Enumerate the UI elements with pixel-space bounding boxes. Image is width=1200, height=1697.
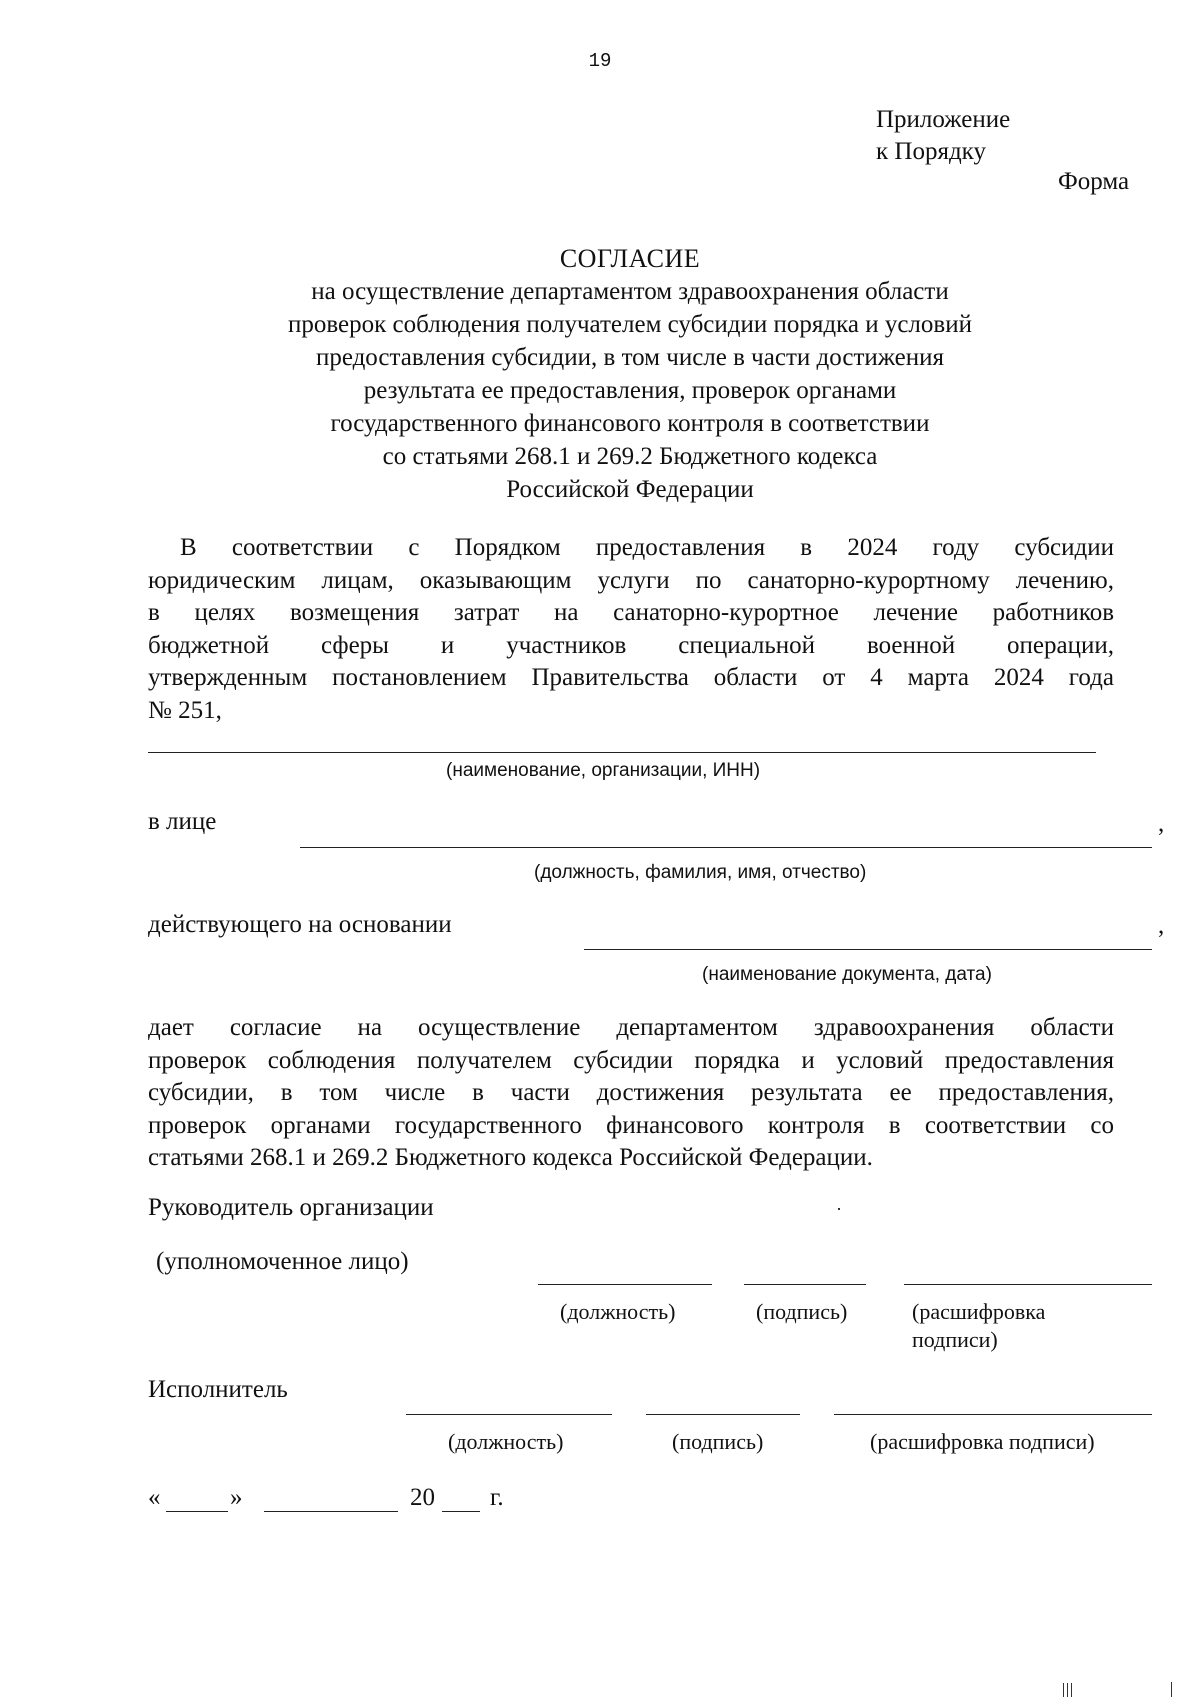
exec-signature-caption: (подпись) bbox=[672, 1429, 764, 1454]
basis-label: действующего на основании bbox=[148, 911, 452, 938]
title-line: Российской Федерации bbox=[506, 476, 754, 503]
date-day-line[interactable] bbox=[166, 1511, 228, 1512]
intro-paragraph bbox=[148, 532, 1114, 727]
head-label: Руководитель организации bbox=[148, 1194, 434, 1221]
title-line: на осуществление департаментом здравоохранения области bbox=[311, 278, 949, 305]
scan-dot bbox=[838, 1208, 840, 1210]
page-number: 19 bbox=[588, 50, 612, 72]
scan-mark bbox=[1063, 1683, 1064, 1697]
basis-line[interactable] bbox=[584, 949, 1152, 950]
title-heading: СОГЛАСИЕ bbox=[559, 244, 701, 273]
basis-caption: (наименование документа, дата) bbox=[702, 964, 992, 985]
paragraph-line: дает согласие на осуществление департаментом здравоохранения области bbox=[148, 1014, 1114, 1041]
paragraph-line: бюджетной сферы и участников специальной военной операции, bbox=[148, 631, 1114, 659]
org-name-line[interactable] bbox=[148, 752, 1096, 753]
head-sublabel: (уполномоченное лицо) bbox=[156, 1248, 409, 1275]
paragraph-line: проверок органами государственного финансового контроля в соответствии со bbox=[148, 1111, 1114, 1139]
paragraph-line: № 251, bbox=[148, 696, 222, 724]
exec-position-line[interactable] bbox=[406, 1414, 612, 1415]
exec-position-caption: (должность) bbox=[448, 1429, 564, 1454]
person-label: в лице bbox=[148, 808, 217, 835]
scan-mark bbox=[1071, 1683, 1072, 1697]
exec-decode-caption: (расшифровка подписи) bbox=[870, 1429, 1095, 1454]
appendix-header bbox=[876, 104, 1010, 168]
date-month-line[interactable] bbox=[264, 1511, 398, 1512]
scan-mark bbox=[1171, 1682, 1172, 1697]
date-open-quote: « bbox=[148, 1484, 161, 1511]
head-position-caption: (должность) bbox=[560, 1299, 676, 1324]
date-close-quote: » bbox=[230, 1484, 243, 1511]
paragraph-line: В соответствии с Порядком предоставления в 2024 году субсидии bbox=[180, 534, 1114, 561]
title-line: проверок соблюдения получателем субсидии порядка и условий bbox=[288, 311, 972, 338]
exec-decode-line[interactable] bbox=[834, 1414, 1152, 1415]
title-line: со статьями 268.1 и 269.2 Бюджетного кодекса bbox=[382, 443, 878, 470]
appendix-line-2: к Порядку bbox=[876, 138, 986, 165]
paragraph-line: статьями 268.1 и 269.2 Бюджетного кодекса Российской Федерации. bbox=[148, 1144, 873, 1171]
head-signature-caption: (подпись) bbox=[756, 1299, 848, 1324]
paragraph-line: юридическим лицам, оказывающим услуги по санаторно-курортному лечению, bbox=[148, 566, 1114, 594]
paragraph-line: в целях возмещения затрат на санаторно-курортное лечение работников bbox=[148, 599, 1114, 626]
consent-paragraph bbox=[148, 1012, 1114, 1175]
document-title bbox=[150, 242, 1110, 506]
appendix-line-1: Приложение bbox=[876, 106, 1011, 133]
exec-signature-line[interactable] bbox=[646, 1414, 800, 1415]
comma: , bbox=[1158, 912, 1165, 939]
date-year-suffix: г. bbox=[490, 1484, 504, 1511]
head-position-line[interactable] bbox=[538, 1284, 712, 1285]
person-caption: (должность, фамилия, имя, отчество) bbox=[534, 862, 867, 883]
title-line: государственного финансового контроля в соответствии bbox=[330, 410, 930, 437]
date-year-line[interactable] bbox=[442, 1511, 480, 1512]
executor-label: Исполнитель bbox=[148, 1376, 288, 1403]
head-decode-caption: подписи) bbox=[912, 1327, 998, 1352]
paragraph-line: проверок соблюдения получателем субсидии порядка и условий предоставления bbox=[148, 1046, 1114, 1074]
head-decode-line[interactable] bbox=[904, 1284, 1152, 1285]
comma: , bbox=[1158, 810, 1165, 837]
person-line[interactable] bbox=[300, 847, 1152, 848]
title-line: результата ее предоставления, проверок органами bbox=[363, 377, 897, 404]
org-caption: (наименование, организации, ИНН) bbox=[446, 760, 761, 781]
paragraph-line: утвержденным постановлением Правительства области от 4 марта 2024 года bbox=[148, 664, 1114, 691]
head-signature-line[interactable] bbox=[744, 1284, 866, 1285]
date-year-prefix: 20 bbox=[410, 1484, 435, 1511]
paragraph-line: субсидии, в том числе в части достижения результата ее предоставления, bbox=[148, 1079, 1114, 1106]
form-label: Форма bbox=[1058, 168, 1130, 195]
head-decode-caption: (расшифровка bbox=[912, 1299, 1046, 1324]
title-line: предоставления субсидии, в том числе в части достижения bbox=[315, 344, 945, 371]
scan-mark bbox=[1067, 1683, 1068, 1697]
